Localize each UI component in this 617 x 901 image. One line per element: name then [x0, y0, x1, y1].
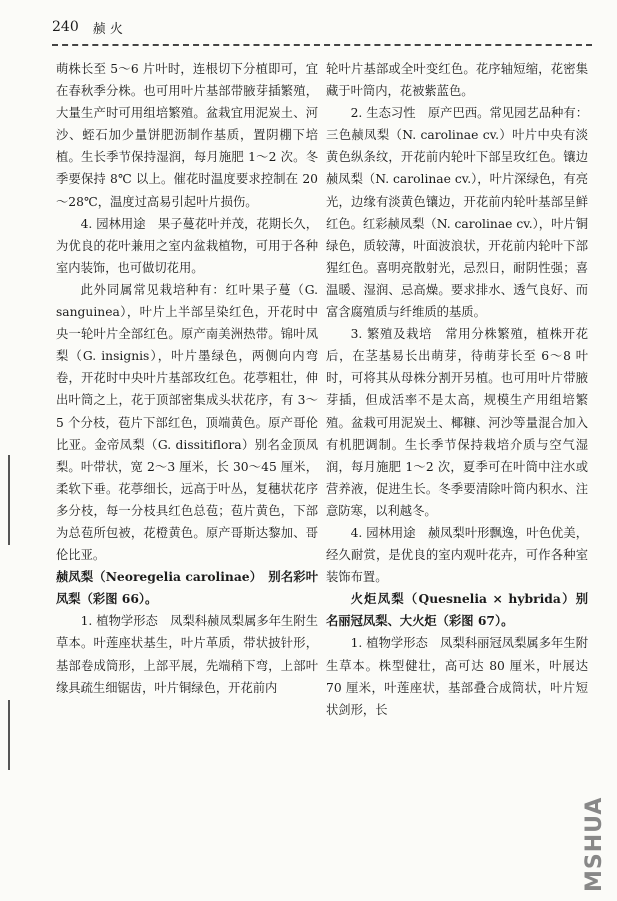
paragraph: 轮叶片基部或全叶变红色。花序轴短缩，花密集藏于叶筒内，花被紫蓝色。 [326, 62, 588, 99]
paragraph: 4. 园林用途 果子蔓花叶并茂，花期长久，为优良的花叶兼用之室内盆栽植物，可用于各种室内装饰，也可做切花用。 [56, 216, 318, 275]
entry-heading-paragraph: 赪凤梨（Neoregelia carolinae） 别名彩叶凤梨（彩图 66）。 [56, 569, 318, 607]
paragraph: 1. 植物学形态 凤梨科丽冠凤梨属多年生附生草本。株型健壮，高可达 80 厘米，叶展达 70 厘米，叶莲座状，基部叠合成筒状，叶片短状剑形，长 [326, 636, 588, 717]
left-column [56, 58, 318, 699]
paragraph: 2. 生态习性 原产巴西。常见园艺品种有：三色赪凤梨（N. carolinae cv.）叶片中央有淡黄色纵条纹，开花前内轮叶下部呈玫红色。镶边赪凤梨（N. carolinae cv.），叶片深绿色，有亮光，边缘有淡黄色镶边，开花前内轮叶基部呈鲜红色。红彩赪凤梨（N. carolinae cv.），叶片铜绿色，质较薄，叶面波浪状，开花前内轮叶下部猩红色。喜明亮散射光，忌烈日，耐阴性强；喜温暖、湿润、忌高燥。要求排水、透气良好、而富含腐殖质与纤维质的基质。 [326, 106, 588, 320]
header-rule [52, 44, 592, 46]
watermark: MSHUA [582, 796, 607, 892]
paragraph: 4. 园林用途 赪凤梨叶形飘逸，叶色优美，经久耐赏，是优良的室内观叶花卉，可作各种室装饰布置。 [326, 525, 588, 585]
entry-heading-paragraph: 火炬凤梨（Quesnelia × hybrida）别名丽冠凤梨、大火炬（彩图 67）。 [326, 591, 588, 629]
paragraph: 1. 植物学形态 凤梨科赪凤梨属多年生附生草本。叶莲座状基生，叶片革质，带状披针形，基部卷成筒形，上部平展，先端稍下弯，上部叶缘具疏生细锯齿，叶片铜绿色，开花前内 [56, 614, 318, 695]
margin-mark [8, 455, 10, 545]
right-column [326, 58, 588, 721]
running-header [52, 12, 592, 42]
paragraph: 萌株长至 5～6 片叶时，连根切下分植即可，宜在春秋季分株。也可用叶片基部带腋芽插繁殖，大量生产时可用组培繁殖。盆栽宜用泥炭土、河沙、蛭石加少量饼肥沥制作基质，置阴棚下培植。生长季节保持湿润，每月施肥 1～2 次。冬季要保持 8℃ 以上。催花时温度要求控制在 20～28℃，温度过高易引起叶片损伤。 [56, 62, 318, 209]
running-title: 赪 火 [92, 21, 123, 37]
margin-mark [8, 700, 10, 770]
paragraph: 此外同属常见栽培种有：红叶果子蔓（G. sanguinea），叶片上半部呈染红色，开花时中央一轮叶片全部红色。原产南美洲热带。锦叶凤梨（G. insignis），叶片墨绿色，两侧向内弯卷，开花时中央叶片基部玫红色。花葶粗壮，伸出叶筒之上，花于顶部密集成头状花序，有 3～5 个分枝，苞片下部红色，顶端黄色。原产哥伦比亚。金帝凤梨（G. dissitiflora）别名金顶凤梨。叶带状，宽 2～3 厘米，长 30～45 厘米，柔软下垂。花葶细长，远高于叶丛，复穗状花序多分枝，每一分枝具红色总苞；苞片黄色，下部为总苞所包被，花橙黄色。原产哥斯达黎加、哥伦比亚。 [56, 282, 318, 563]
paragraph: 3. 繁殖及栽培 常用分株繁殖，植株开花后，在茎基易长出萌芽，待萌芽长至 6～8 叶时，可将其从母株分割开另植。也可用叶片带腋芽插，但成活率不是太高，规模生产用组培繁殖。盆栽可用泥炭土、椰糠、河沙等量混合加入有机肥调制。生长季节保持栽培介质与空气湿润，每月施肥 1～2 次，夏季可在叶筒中注水或营养液，促进生长。冬季要清除叶筒内积水、注意防寒，以利越冬。 [326, 327, 588, 518]
page-number: 240 [52, 19, 79, 35]
